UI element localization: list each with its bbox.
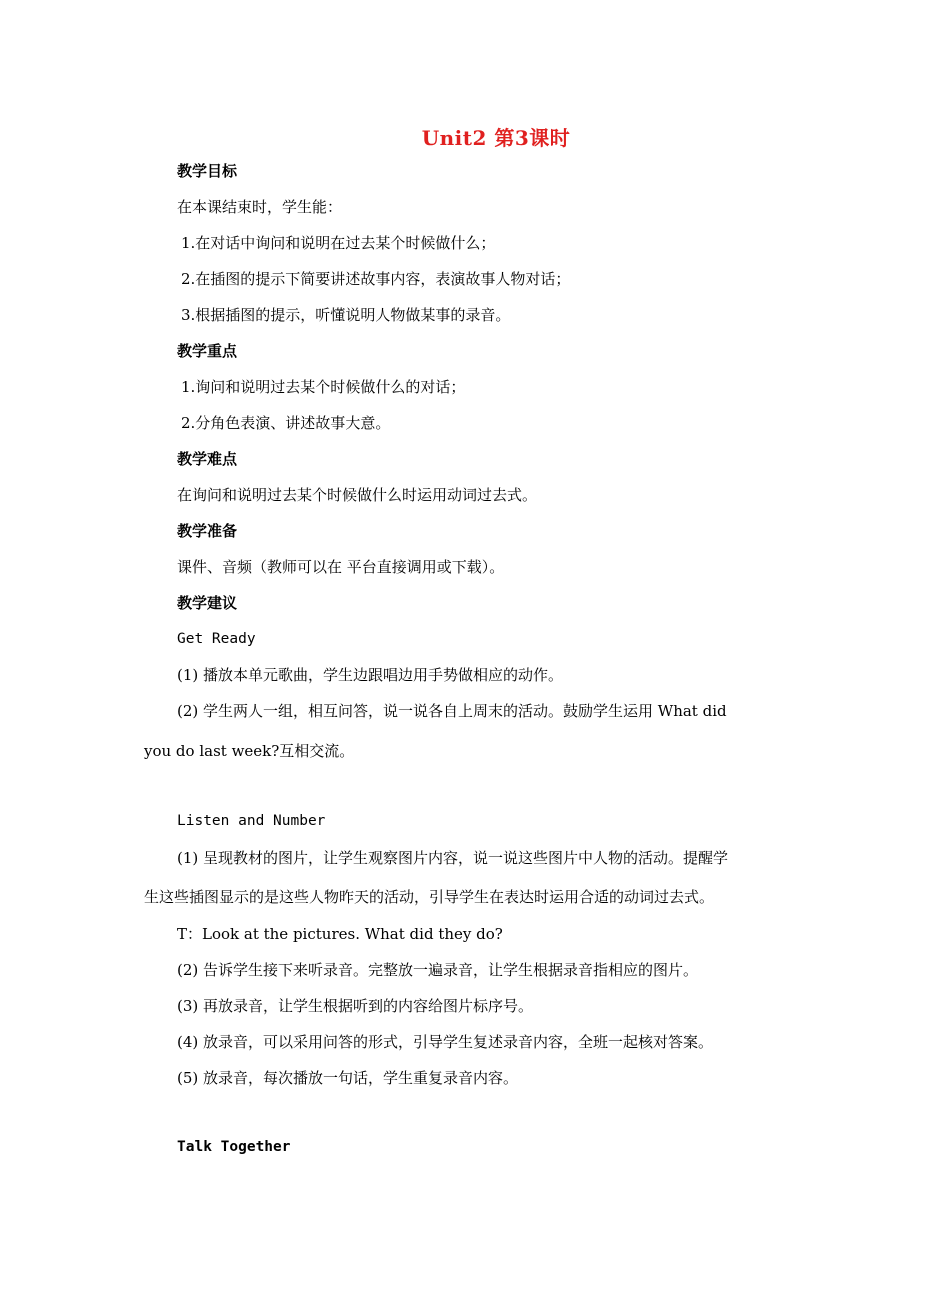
listen-number-item-continued: 生这些插图显示的是这些人物昨天的活动，引导学生在表达时运用合适的动词过去式。 xyxy=(144,888,715,906)
listen-number-item: (4) 放录音，可以采用问答的形式，引导学生复述录音内容，全班一起核对答案。 xyxy=(177,1033,714,1051)
objective-item: 2.在插图的提示下简要讲述故事内容，表演故事人物对话； xyxy=(181,270,571,288)
suggestions-heading: 教学建议 xyxy=(177,594,238,612)
key-point-item: 1.询问和说明过去某个时候做什么的对话； xyxy=(181,378,466,396)
talk-together-title: Talk Together xyxy=(177,1139,291,1155)
listen-number-title: Listen and Number xyxy=(177,813,326,829)
listen-number-item: (2) 告诉学生接下来听录音。完整放一遍录音，让学生根据录音指相应的图片。 xyxy=(177,961,699,979)
page-title: Unit2 第3课时 xyxy=(421,126,571,150)
preparation-heading: 教学准备 xyxy=(177,522,238,540)
objectives-heading: 教学目标 xyxy=(177,162,238,180)
key-point-item: 2.分角色表演、讲述故事大意。 xyxy=(181,414,391,432)
difficulties-heading: 教学难点 xyxy=(177,450,238,468)
get-ready-item: (1) 播放本单元歌曲，学生边跟唱边用手势做相应的动作。 xyxy=(177,666,564,684)
get-ready-title: Get Ready xyxy=(177,631,256,647)
objectives-intro: 在本课结束时，学生能： xyxy=(177,198,343,216)
listen-number-item: (5) 放录音，每次播放一句话，学生重复录音内容。 xyxy=(177,1069,519,1087)
get-ready-item: (2) 学生两人一组，相互问答，说一说各自上周末的活动。鼓励学生运用 What did xyxy=(177,702,727,720)
listen-number-item: (3) 再放录音，让学生根据听到的内容给图片标序号。 xyxy=(177,997,534,1015)
get-ready-item-continued: you do last week?互相交流。 xyxy=(144,742,355,760)
listen-number-dialogue: T：Look at the pictures. What did they do? xyxy=(177,925,503,943)
objective-item: 3.根据插图的提示，听懂说明人物做某事的录音。 xyxy=(181,306,511,324)
difficulties-text: 在询问和说明过去某个时候做什么时运用动词过去式。 xyxy=(177,486,538,504)
preparation-text: 课件、音频（教师可以在 平台直接调用或下载）。 xyxy=(177,558,505,576)
key-points-heading: 教学重点 xyxy=(177,342,238,360)
objective-item: 1.在对话中询问和说明在过去某个时候做什么； xyxy=(181,234,496,252)
listen-number-item: (1) 呈现教材的图片，让学生观察图片内容，说一说这些图片中人物的活动。提醒学 xyxy=(177,849,729,867)
